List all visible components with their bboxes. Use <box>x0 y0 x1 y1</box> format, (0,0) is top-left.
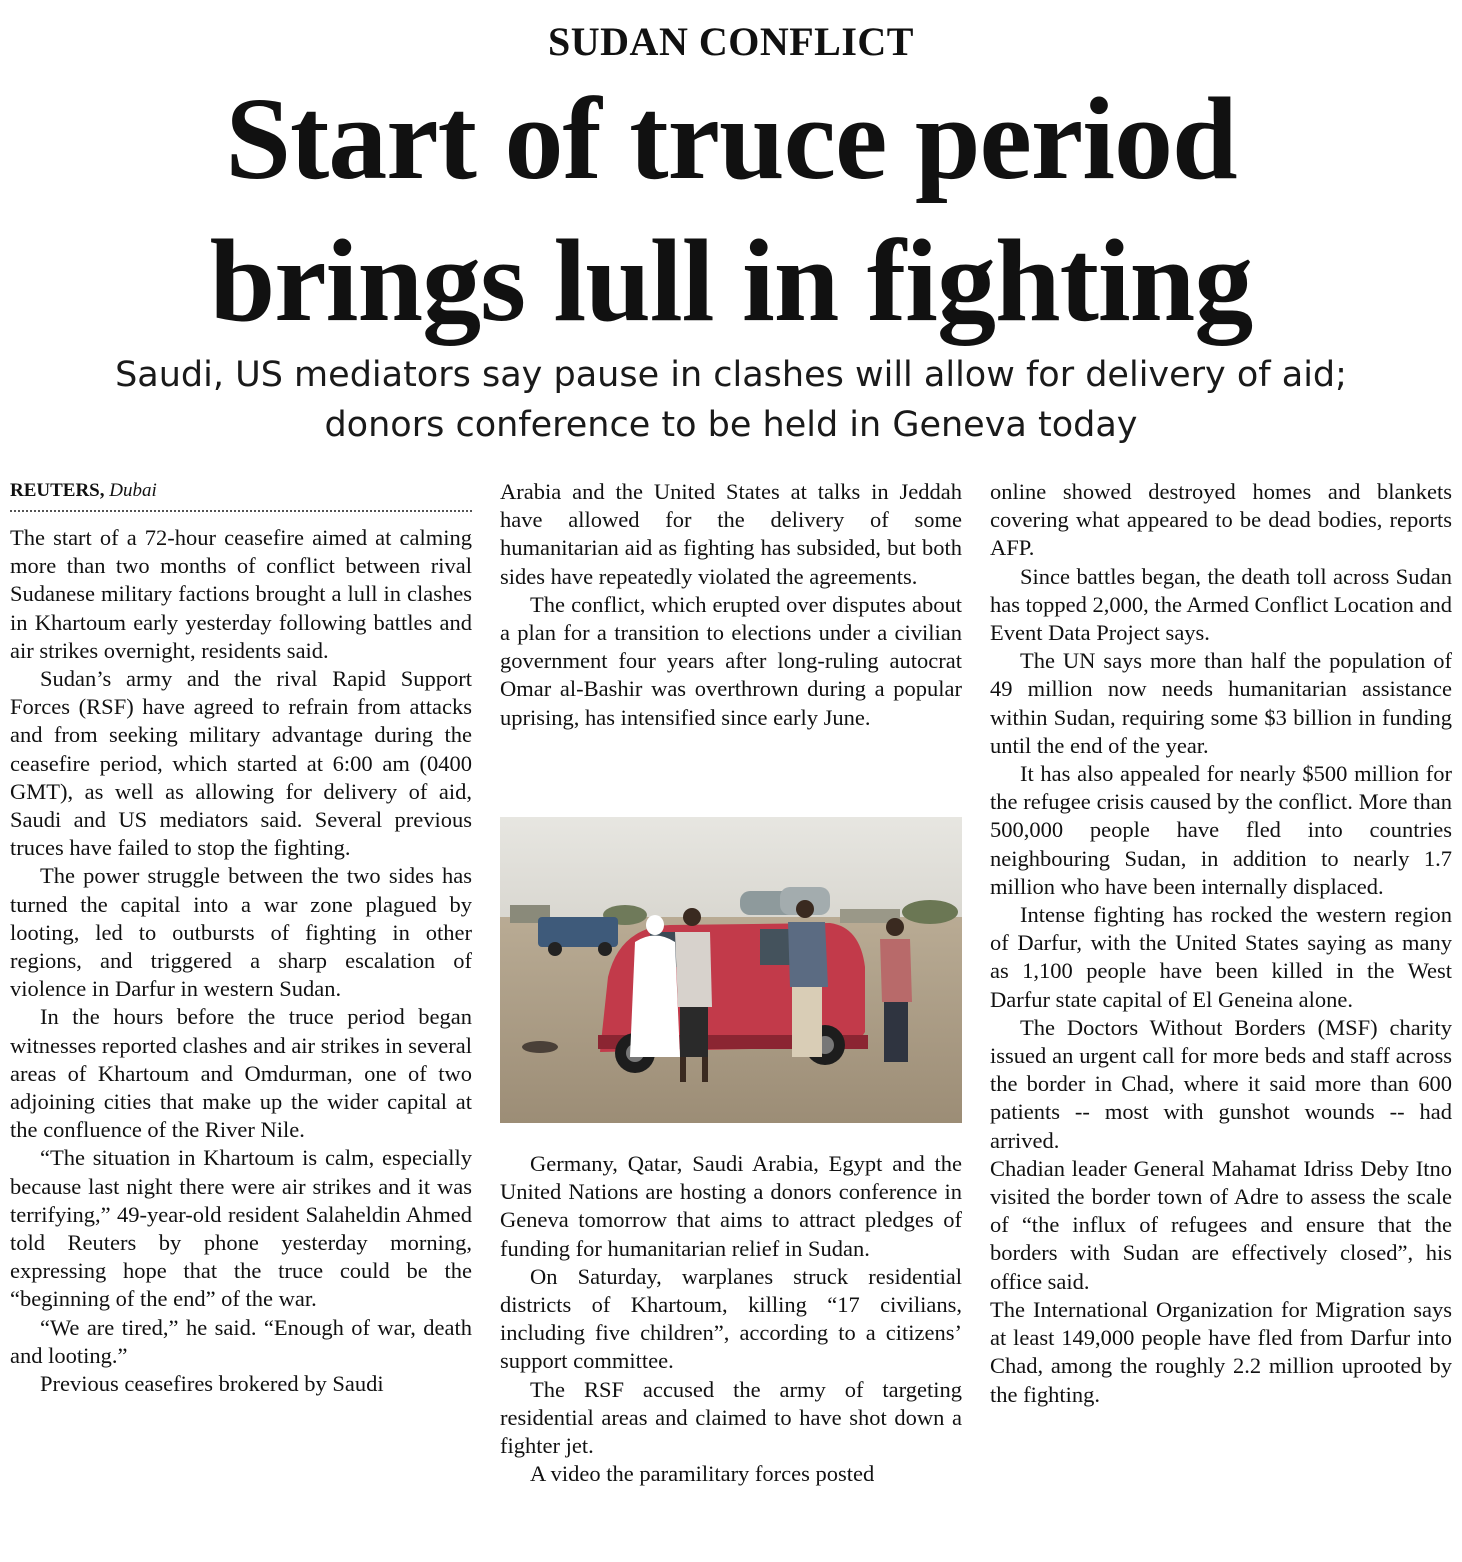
paragraph: The RSF accused the army of targeting residential areas and claimed to have shot down a fighter jet. <box>500 1376 962 1459</box>
article-column-2 <box>500 478 962 732</box>
byline <box>10 478 472 506</box>
byline-place: Dubai <box>109 480 157 501</box>
headline <box>0 68 1462 352</box>
paragraph: “The situation in Khartoum is calm, especially because last night there were air strikes and it was terrifying,” 49-year-old resident Salaheldin Ahmed told Reuters by phone yesterday morning, expressing hope that the truce could be the “beginning of the end” of the war. <box>10 1145 472 1312</box>
paragraph: Germany, Qatar, Saudi Arabia, Egypt and the United Nations are hosting a donors conference in Geneva tomorrow that aims to attract pledges of funding for humanitarian relief in Sudan. <box>500 1151 962 1261</box>
paragraph: The International Organization for Migration says at least 149,000 people have fled from Darfur into Chad, among the roughly 2.2 million uprooted by the fighting. <box>990 1296 1452 1407</box>
paragraph: The UN says more than half the population of 49 million now needs humanitarian assistance within Sudan, requiring some $3 billion in funding until the end of the year. <box>990 648 1452 758</box>
paragraph: Sudan’s army and the rival Rapid Support Forces (RSF) have agreed to refrain from attacks and from seeking military advantage during the ceasefire period, which started at 6:00 am (0400 GMT), as well as allowing for delivery of aid, Saudi and US mediators said. Several previous truces have failed to stop the fighting. <box>10 666 472 861</box>
byline-divider <box>10 510 472 512</box>
paragraph: The Doctors Without Borders (MSF) charity issued an urgent call for more beds and staff across the border in Chad, where it said more than 600 patients -- most with gunshot wounds -- had arrived. <box>990 1014 1452 1153</box>
subheadline-line-2: donors conference to be held in Geneva today <box>324 405 1138 445</box>
paragraph: “We are tired,” he said. “Enough of war, death and looting.” <box>10 1314 472 1368</box>
article-column-1 <box>10 478 472 1398</box>
article-column-3 <box>990 478 1452 1409</box>
headline-line-1: Start of truce period <box>225 73 1237 204</box>
photo-illustration <box>500 817 962 1123</box>
paragraph: Arabia and the United States at talks in Jeddah have allowed for the delivery of some humanitarian aid as fighting has subsided, but both sides have repeatedly violated the agreements. <box>500 479 962 589</box>
news-photo <box>500 817 962 1123</box>
paragraph: Previous ceasefires brokered by Saudi <box>40 1371 384 1397</box>
paragraph: Intense fighting has rocked the western region of Darfur, with the United States saying as many as 1,100 people have been killed in the West Darfur state capital of El Geneina alone. <box>990 902 1452 1012</box>
subheadline <box>0 350 1462 450</box>
section-kicker: SUDAN CONFLICT <box>548 19 914 64</box>
paragraph: It has also appealed for nearly $500 million for the refugee crisis caused by the conflict. More than 500,000 people have fled into countries neighbouring Sudan, in addition to nearly 1.7 million who have been internally displaced. <box>990 761 1452 899</box>
article-column-2-continued <box>500 1150 962 1488</box>
paragraph: Since battles began, the death toll across Sudan has topped 2,000, the Armed Conflict Location and Event Data Project says. <box>990 563 1452 646</box>
paragraph: online showed destroyed homes and blankets covering what appeared to be dead bodies, reports AFP. <box>990 479 1452 561</box>
byline-agency: REUTERS, <box>10 480 105 501</box>
paragraph: A video the paramilitary forces posted <box>530 1461 875 1487</box>
paragraph: On Saturday, warplanes struck residential districts of Khartoum, killing “17 civilians, including five children”, according to a citizens’ support committee. <box>500 1263 962 1374</box>
headline-line-2: brings lull in fighting <box>209 215 1253 346</box>
subheadline-line-1: Saudi, US mediators say pause in clashes will allow for delivery of aid; <box>115 355 1347 395</box>
paragraph: In the hours before the truce period began witnesses reported clashes and air strikes in several areas of Khartoum and Omdurman, one of two adjoining cities that make up the wider capital at the confluence of the River Nile. <box>10 1004 472 1143</box>
paragraph: The start of a 72-hour ceasefire aimed at calming more than two months of conflict between rival Sudanese military factions brought a lull in clashes in Khartoum early yesterday following battles and air strikes overnight, residents said. <box>10 525 472 663</box>
paragraph: Chadian leader General Mahamat Idriss Deby Itno visited the border town of Adre to assess the scale of “the influx of refugees and ensure that the borders with Sudan are effectively closed”, his office said. <box>990 1155 1452 1294</box>
paragraph: The power struggle between the two sides has turned the capital into a war zone plagued by looting, led to outbursts of fighting in other regions, and triggered a sharp escalation of violence in Darfur in western Sudan. <box>10 863 472 1002</box>
paragraph: The conflict, which erupted over disputes about a plan for a transition to elections under a civilian government four years after long-ruling autocrat Omar al-Bashir was overthrown during a popular uprising, has intensified since early June. <box>500 591 962 730</box>
